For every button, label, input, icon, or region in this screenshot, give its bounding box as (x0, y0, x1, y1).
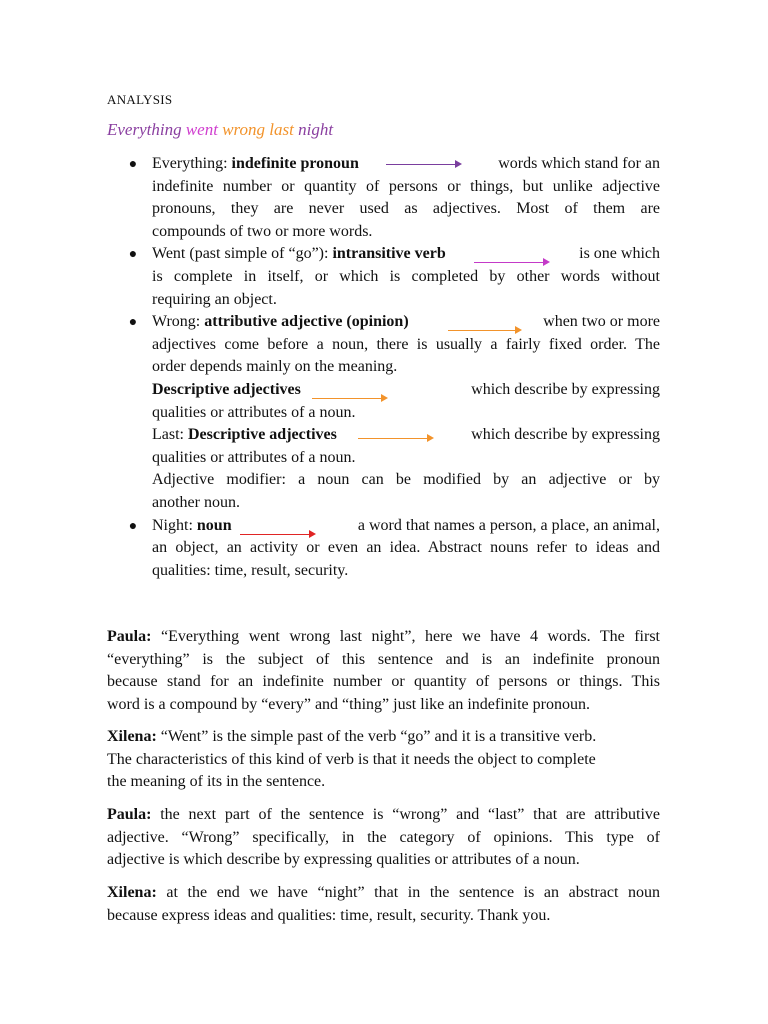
bullet-wrong (128, 311, 660, 514)
dialog-line: adjective. “Wrong” specifically, in the category of opinions. This type of (107, 828, 660, 846)
bullet-line: qualities or attributes of a noun. (152, 448, 356, 466)
speaker-name: Paula: (107, 628, 152, 645)
dialog-paragraph-paula-1 (107, 626, 660, 716)
analysis-bullet-list (128, 153, 660, 582)
bullet-everything (128, 153, 660, 243)
dialog-line: word is a compound by “every” and “thing” just like an indefinite pronoun. (107, 695, 590, 713)
dialog-line: because stand for an indefinite number or quantity of persons or things. This (107, 673, 660, 691)
bullet-line: another noun. (152, 493, 240, 511)
term-intransitive-verb: intransitive verb (332, 245, 446, 263)
term-noun: noun (196, 516, 232, 534)
dialog-line: Xilena: “Went” is the simple past of the verb “go” and it is a transitive verb. (107, 728, 597, 745)
term-attributive-adjective: attributive adjective (opinion) (204, 313, 409, 331)
dialog-paragraph-paula-2 (107, 804, 660, 872)
dialog-line: Paula: the next part of the sentence is “wrong” and “last” that are attributive (107, 806, 660, 823)
bullet-dot-icon: ● (128, 518, 138, 534)
dialog-line: Paula: “Everything went wrong last night”, here we have 4 words. The first (107, 628, 660, 645)
dialog-line: the meaning of its in the sentence. (107, 773, 326, 791)
bullet-line: Went (past simple of “go”): intransitive verb is one which (152, 243, 660, 266)
speaker-name: Xilena: (107, 884, 157, 901)
dialog-line: “everything” is the subject of this sentence and is an indefinite pronoun (107, 650, 660, 668)
bullet-line: adjectives come before a noun, there is usually a fairly fixed order. The (152, 335, 660, 353)
speaker-name: Xilena: (107, 728, 157, 745)
dialog-line: adjective is which describe by expressing qualities or attributes of a noun. (107, 851, 580, 869)
bullet-line: qualities: time, result, security. (152, 561, 349, 579)
bullet-line: order depends mainly on the meaning. (152, 358, 398, 376)
bullet-line: is complete in itself, or which is completed by other words without (152, 267, 660, 285)
bullet-went (128, 243, 660, 311)
term-descriptive-adjectives: Descriptive adjectives (188, 426, 337, 444)
bullet-night (128, 515, 660, 583)
title-word-night: night (298, 120, 334, 139)
bullet-line: Everything: indefinite pronoun words which stand for an (152, 155, 660, 172)
title-word-wrong: wrong (222, 120, 266, 139)
bullet-line: an object, an activity or even an idea. Abstract nouns refer to ideas and (152, 539, 660, 557)
sentence-title (107, 120, 333, 140)
bullet-dot-icon: ● (128, 157, 138, 172)
term-descriptive-adjectives: Descriptive adjectives (152, 380, 301, 398)
title-word-everything: Everything (107, 120, 182, 139)
dialog-line: The characteristics of this kind of verb is that it needs the object to complete (107, 750, 596, 768)
bullet-line: Adjective modifier: a noun can be modified by an adjective or by (152, 471, 660, 489)
bullet-line: Last: Descriptive adjectives which describe by expressing (152, 426, 660, 444)
bullet-dot-icon: ● (128, 315, 138, 331)
dialog-line: Xilena: at the end we have “night” that in the sentence is an abstract noun (107, 884, 660, 901)
title-word-last: last (269, 120, 294, 139)
dialog-paragraph-xilena-1 (107, 726, 660, 794)
bullet-line: Descriptive adjectives which describe by expressing (152, 379, 660, 402)
term-indefinite-pronoun: indefinite pronoun (231, 155, 359, 172)
bullet-dot-icon: ● (128, 247, 138, 263)
dialog-paragraph-xilena-2 (107, 882, 660, 927)
dialog-line: because express ideas and qualities: time, result, security. Thank you. (107, 906, 551, 924)
bullet-line: qualities or attributes of a noun. (152, 403, 356, 421)
title-word-went: went (185, 120, 218, 139)
bullet-line: requiring an object. (152, 290, 277, 308)
page-heading: ANALYSIS (107, 92, 173, 107)
bullet-line: Wrong: attributive adjective (opinion) when two or more (152, 311, 660, 334)
bullet-line: indefinite number or quantity of persons or things, but unlike adjective (152, 177, 660, 195)
bullet-line: Night: noun a word that names a person, a place, an animal, (152, 515, 660, 538)
speaker-name: Paula: (107, 806, 152, 823)
bullet-line: compounds of two or more words. (152, 222, 373, 240)
bullet-line: pronouns, they are never used as adjectives. Most of them are (152, 200, 660, 218)
